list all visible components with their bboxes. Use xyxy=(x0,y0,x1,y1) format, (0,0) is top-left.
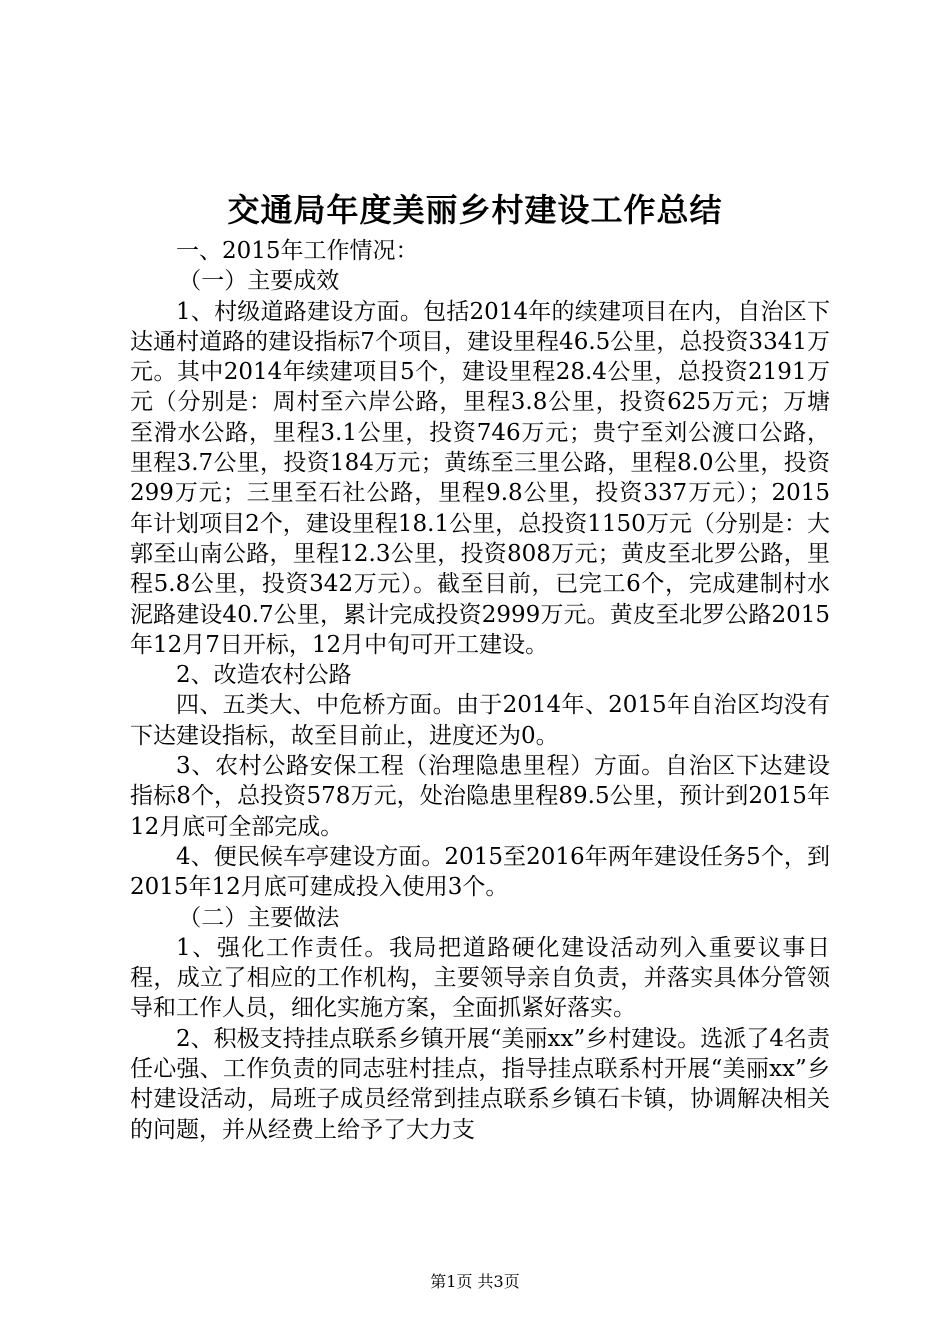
subsection-heading: （一）主要成效 xyxy=(178,268,340,295)
body-paragraph: 2、积极支持挂点联系乡镇开展“美丽xx”乡村建设。选派了4名责任心强、工作负责的同志驻村挂点，指导挂点联系村开展“美丽xx”乡村建设活动，局班子成员经常到挂点联系乡镇石卡镇，协调解决相关的问题，并从经费上给予了大力支 xyxy=(130,1025,830,1143)
body-paragraph: 2、改造农村公路 xyxy=(176,662,352,689)
body-paragraph: 四、五类大、中危桥方面。由于2014年、2015年自治区均没有下达建设指标，故至目前止，进度还为0。 xyxy=(130,692,830,749)
body-paragraph: 4、便民候车亭建设方面。2015至2016年两年建设任务5个，到2015年12月底可建成投入使用3个。 xyxy=(130,843,830,901)
subsection-heading: （二）主要做法 xyxy=(178,904,340,931)
document-body xyxy=(130,236,830,1145)
page-footer: 第1页 共3页 xyxy=(430,1272,520,1291)
section-heading: 一、2015年工作情况： xyxy=(176,238,419,264)
body-paragraph: 1、村级道路建设方面。包括2014年的续建项目在内，自治区下达通村道路的建设指标7个项目，建设里程46.5公里，总投资3341万元。其中2014年续建项目5个，建设里程28.4公里，总投资2191万元（分别是：周村至六岸公路，里程3.8公里，投资625万元；万塘至滑水公路，里程3.1公里，投资746万元；贵宁至刘公渡口公路，里程3.7公里，投资184万元；黄练至三里公路，里程8.0公里，投资299万元；三里至石社公路，里程9.8公里，投资337万元）；2015年计划项目2个，建设里程18.1公里，总投资1150万元（分别是：大郭至山南公路，里程12.3公里，投资808万元；黄皮至北罗公路，里程5.8公里，投资342万元）。截至目前，已完工6个，完成建制村水泥路建设40.7公里，累计完成投资2999万元。黄皮至北罗公路2015年12月7日开标，12月中旬可开工建设。 xyxy=(130,298,830,658)
document-title: 交通局年度美丽乡村建设工作总结 xyxy=(227,191,723,229)
body-paragraph: 3、农村公路安保工程（治理隐患里程）方面。自治区下达建设指标8个，总投资578万元，处治隐患里程89.5公里，预计到2015年12月底可全部完成。 xyxy=(130,753,830,840)
body-paragraph: 1、强化工作责任。我局把道路硬化建设活动列入重要议事日程，成立了相应的工作机构，主要领导亲自负责，并落实具体分管领导和工作人员，细化实施方案，全面抓紧好落实。 xyxy=(130,934,830,1022)
